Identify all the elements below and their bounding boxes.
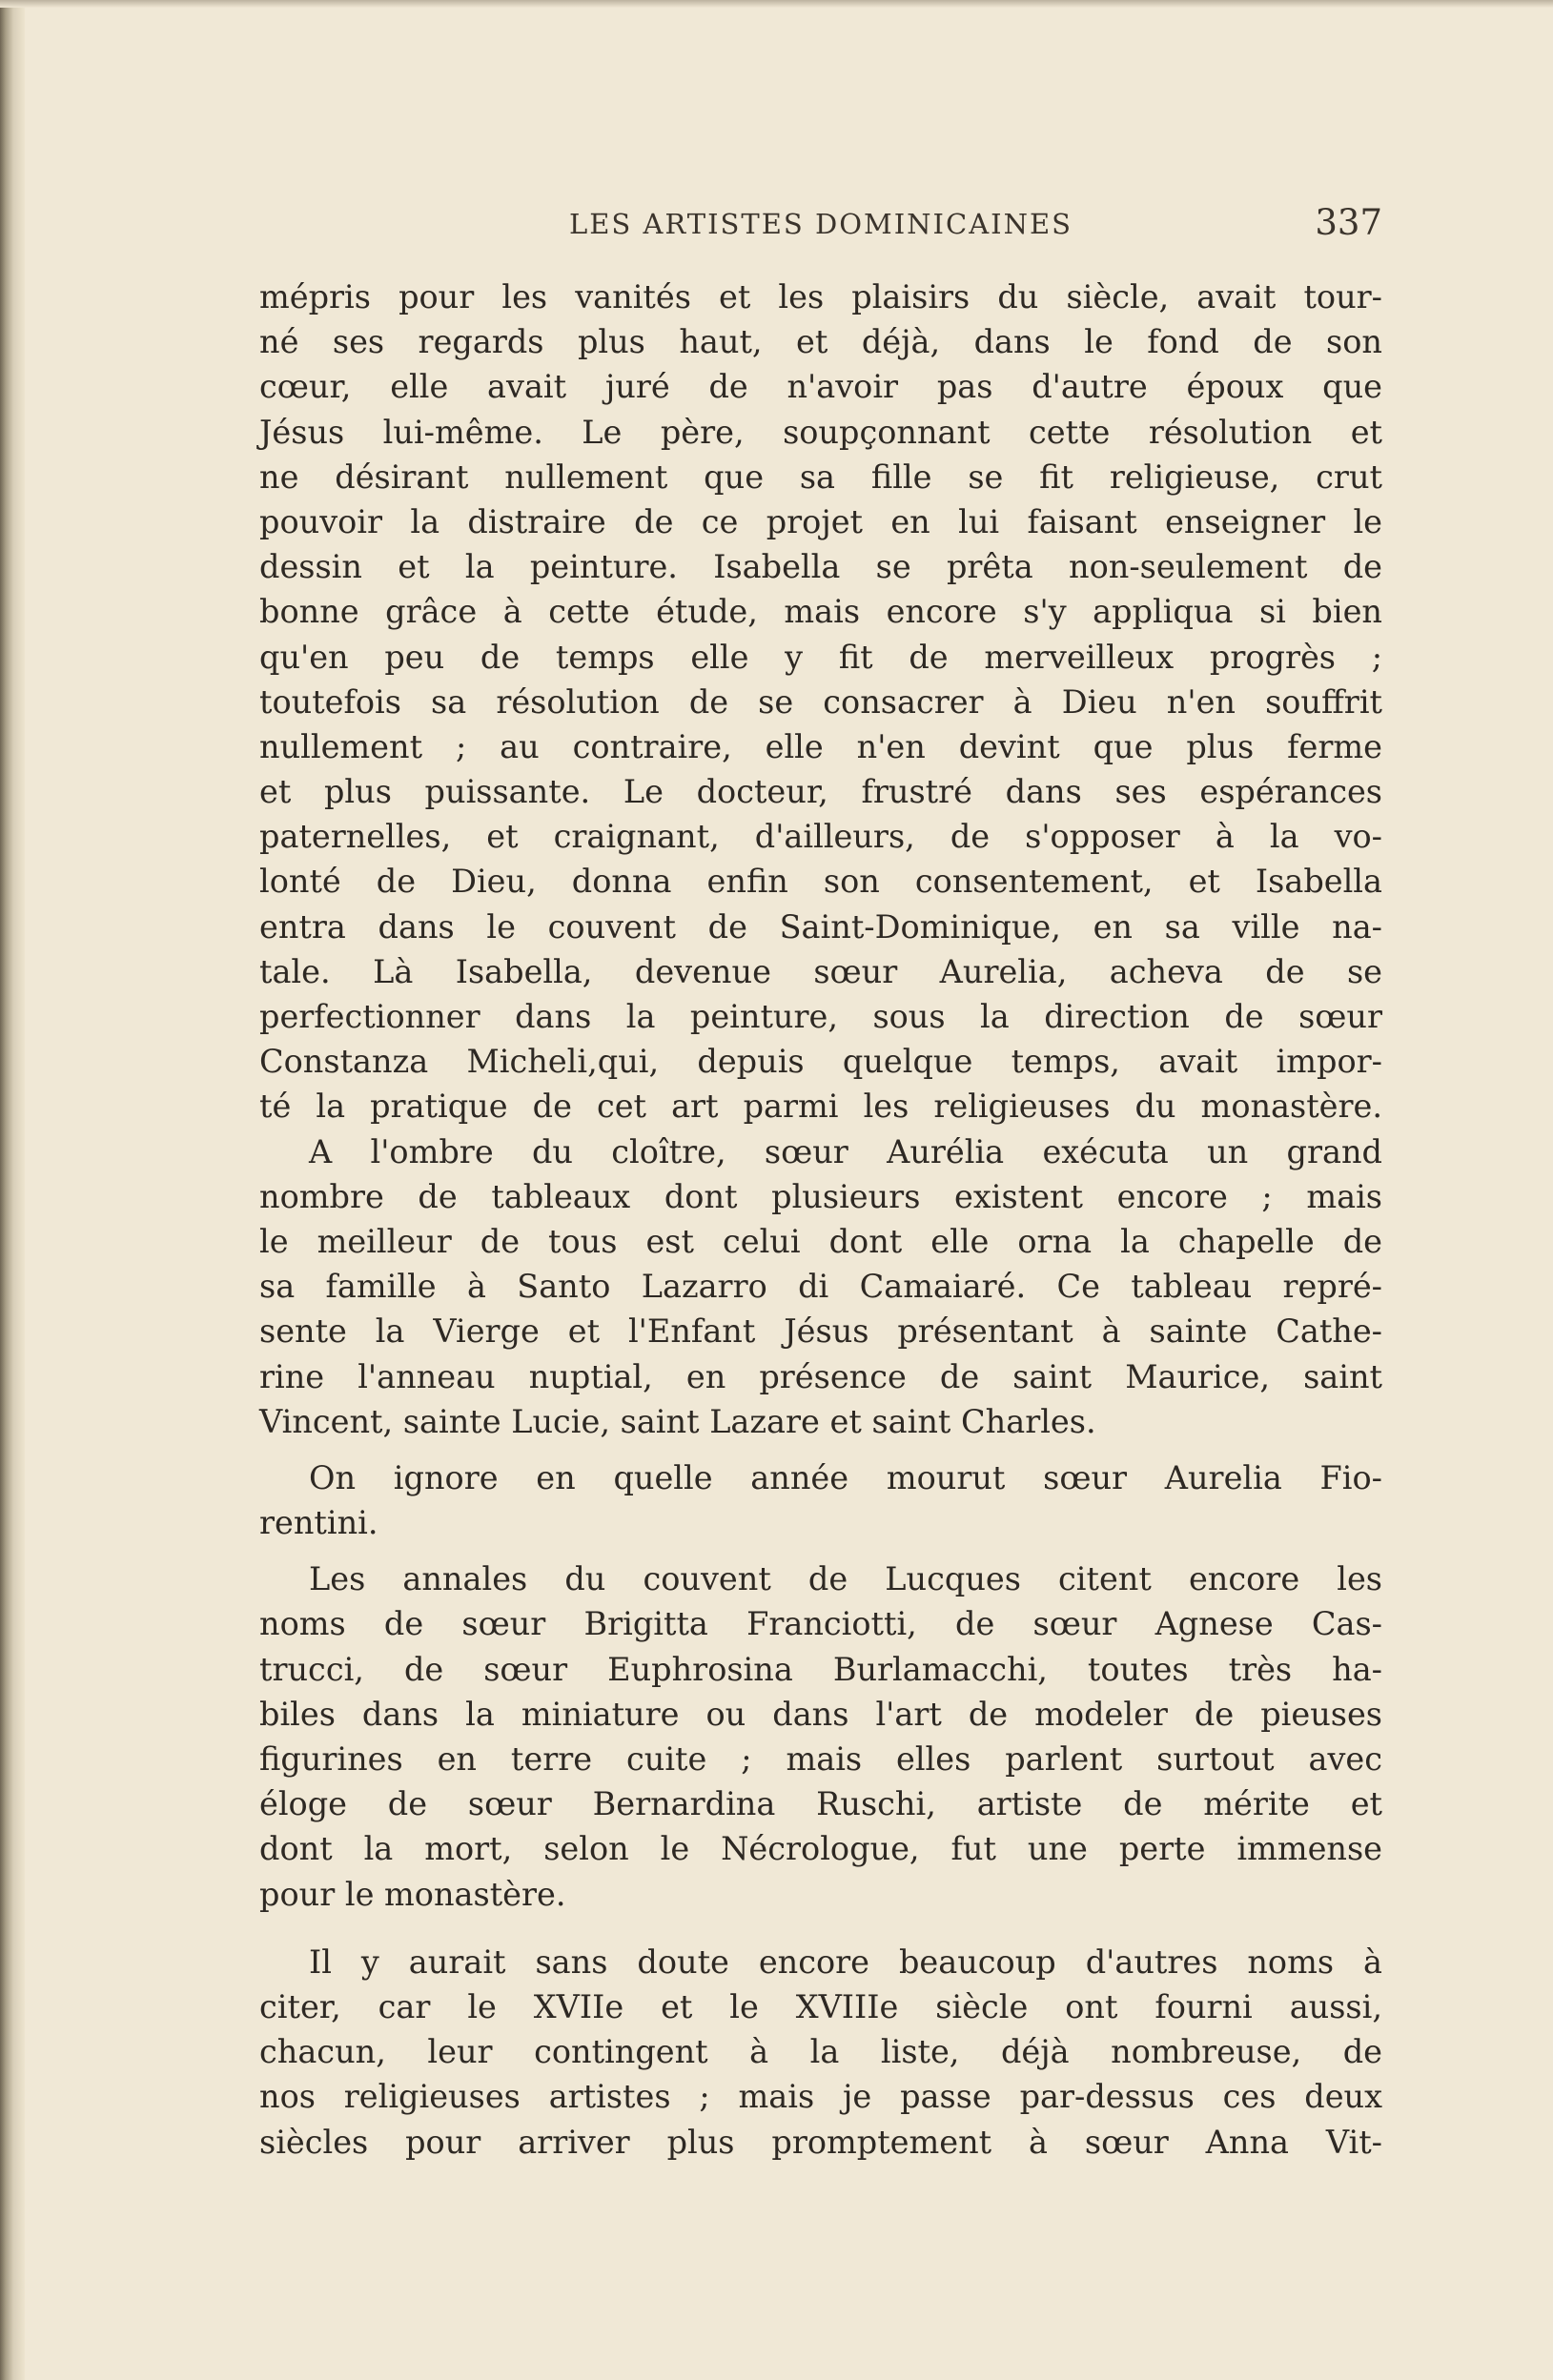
text-line: qu'en peu de temps elle y fit de merveilleux progrès ; <box>259 638 1382 676</box>
text-line: paternelles, et craignant, d'ailleurs, de s'opposer à la vo- <box>259 818 1382 856</box>
text-line: entra dans le couvent de Saint-Dominique, en sa ville na- <box>259 907 1382 946</box>
text-line: mépris pour les vanités et les plaisirs du siècle, avait tour- <box>259 278 1382 315</box>
text-line: rine l'anneau nuptial, en présence de saint Maurice, saint <box>259 1357 1382 1395</box>
text-line: Constanza Micheli,qui, depuis quelque temps, avait impor- <box>259 1043 1382 1081</box>
paragraph <box>259 1940 1382 2165</box>
text-line: Vincent, sainte Lucie, saint Lazare et saint Charles. <box>259 1402 1096 1440</box>
body-text <box>259 275 1382 2165</box>
running-header <box>259 202 1382 255</box>
text-line: le meilleur de tous est celui dont elle orna la chapelle de <box>259 1222 1382 1260</box>
text-line: chacun, leur contingent à la liste, déjà nombreuse, de <box>259 2033 1382 2071</box>
text-line: et plus puissante. Le docteur, frustré dans ses espérances <box>259 773 1382 811</box>
text-line: biles dans la miniature ou dans l'art de modeler de pieuses <box>259 1695 1382 1733</box>
text-line: cœur, elle avait juré de n'avoir pas d'autre époux que <box>259 368 1382 406</box>
text-line: tale. Là Isabella, devenue sœur Aurelia, acheva de se <box>259 952 1382 990</box>
page-binding-edge <box>0 0 25 2380</box>
text-line: citer, car le XVIIe et le XVIIIe siècle ont fourni aussi, <box>259 1987 1382 2025</box>
text-line: dont la mort, selon le Nécrologue, fut une perte immense <box>259 1830 1382 1868</box>
paragraph <box>259 275 1382 1129</box>
page-top-edge <box>0 0 1553 8</box>
text-line: nombre de tableaux dont plusieurs existent encore ; mais <box>259 1177 1382 1215</box>
text-line: On ignore en quelle année mourut sœur Aurelia Fio- <box>309 1458 1382 1496</box>
text-line: Jésus lui-même. Le père, soupçonnant cette résolution et <box>259 413 1382 451</box>
text-line: siècles pour arriver plus promptement à sœur Anna Vit- <box>259 2123 1382 2161</box>
paragraph <box>259 1129 1382 1444</box>
text-line: rentini. <box>259 1504 378 1542</box>
text-line: lonté de Dieu, donna enfin son consentement, et Isabella <box>259 863 1382 901</box>
text-line: trucci, de sœur Euphrosina Burlamacchi, toutes très ha- <box>259 1650 1382 1688</box>
text-line: figurines en terre cuite ; mais elles parlent surtout avec <box>259 1740 1382 1778</box>
text-line: noms de sœur Brigitta Franciotti, de sœur Agnese Cas- <box>259 1605 1382 1643</box>
text-line: dessin et la peinture. Isabella se prêta non-seulement de <box>259 548 1382 586</box>
paragraph <box>259 1455 1382 1545</box>
text-line: pouvoir la distraire de ce projet en lui faisant enseigner le <box>259 502 1382 540</box>
text-line: té la pratique de cet art parmi les religieuses du monastère. <box>259 1088 1382 1126</box>
text-line: ne désirant nullement que sa fille se fit religieuse, crut <box>259 458 1382 496</box>
text-line: pour le monastère. <box>259 1875 566 1913</box>
text-line: bonne grâce à cette étude, mais encore s'y appliqua si bien <box>259 593 1382 631</box>
page-number: 337 <box>1315 202 1382 243</box>
text-line: Il y aurait sans doute encore beaucoup d'autres noms à <box>309 1943 1382 1981</box>
text-line: sente la Vierge et l'Enfant Jésus présentant à sainte Cathe- <box>259 1312 1382 1351</box>
text-line: né ses regards plus haut, et déjà, dans le fond de son <box>259 323 1382 361</box>
running-title: LES ARTISTES DOMINICAINES <box>568 208 1073 240</box>
text-line: sa famille à Santo Lazarro di Camaiaré. Ce tableau repré- <box>259 1268 1382 1306</box>
paragraph <box>259 1556 1382 1917</box>
text-line: Les annales du couvent de Lucques citent encore les <box>309 1560 1382 1598</box>
text-line: nullement ; au contraire, elle n'en devint que plus ferme <box>259 727 1382 765</box>
text-line: perfectionner dans la peinture, sous la direction de sœur <box>259 998 1382 1035</box>
text-line: nos religieuses artistes ; mais je passe par-dessus ces deux <box>259 2078 1382 2116</box>
text-line: toutefois sa résolution de se consacrer à Dieu n'en souffrit <box>259 682 1382 721</box>
text-line: éloge de sœur Bernardina Ruschi, artiste de mérite et <box>259 1785 1382 1823</box>
text-line: A l'ombre du cloître, sœur Aurélia exécuta un grand <box>309 1132 1382 1170</box>
